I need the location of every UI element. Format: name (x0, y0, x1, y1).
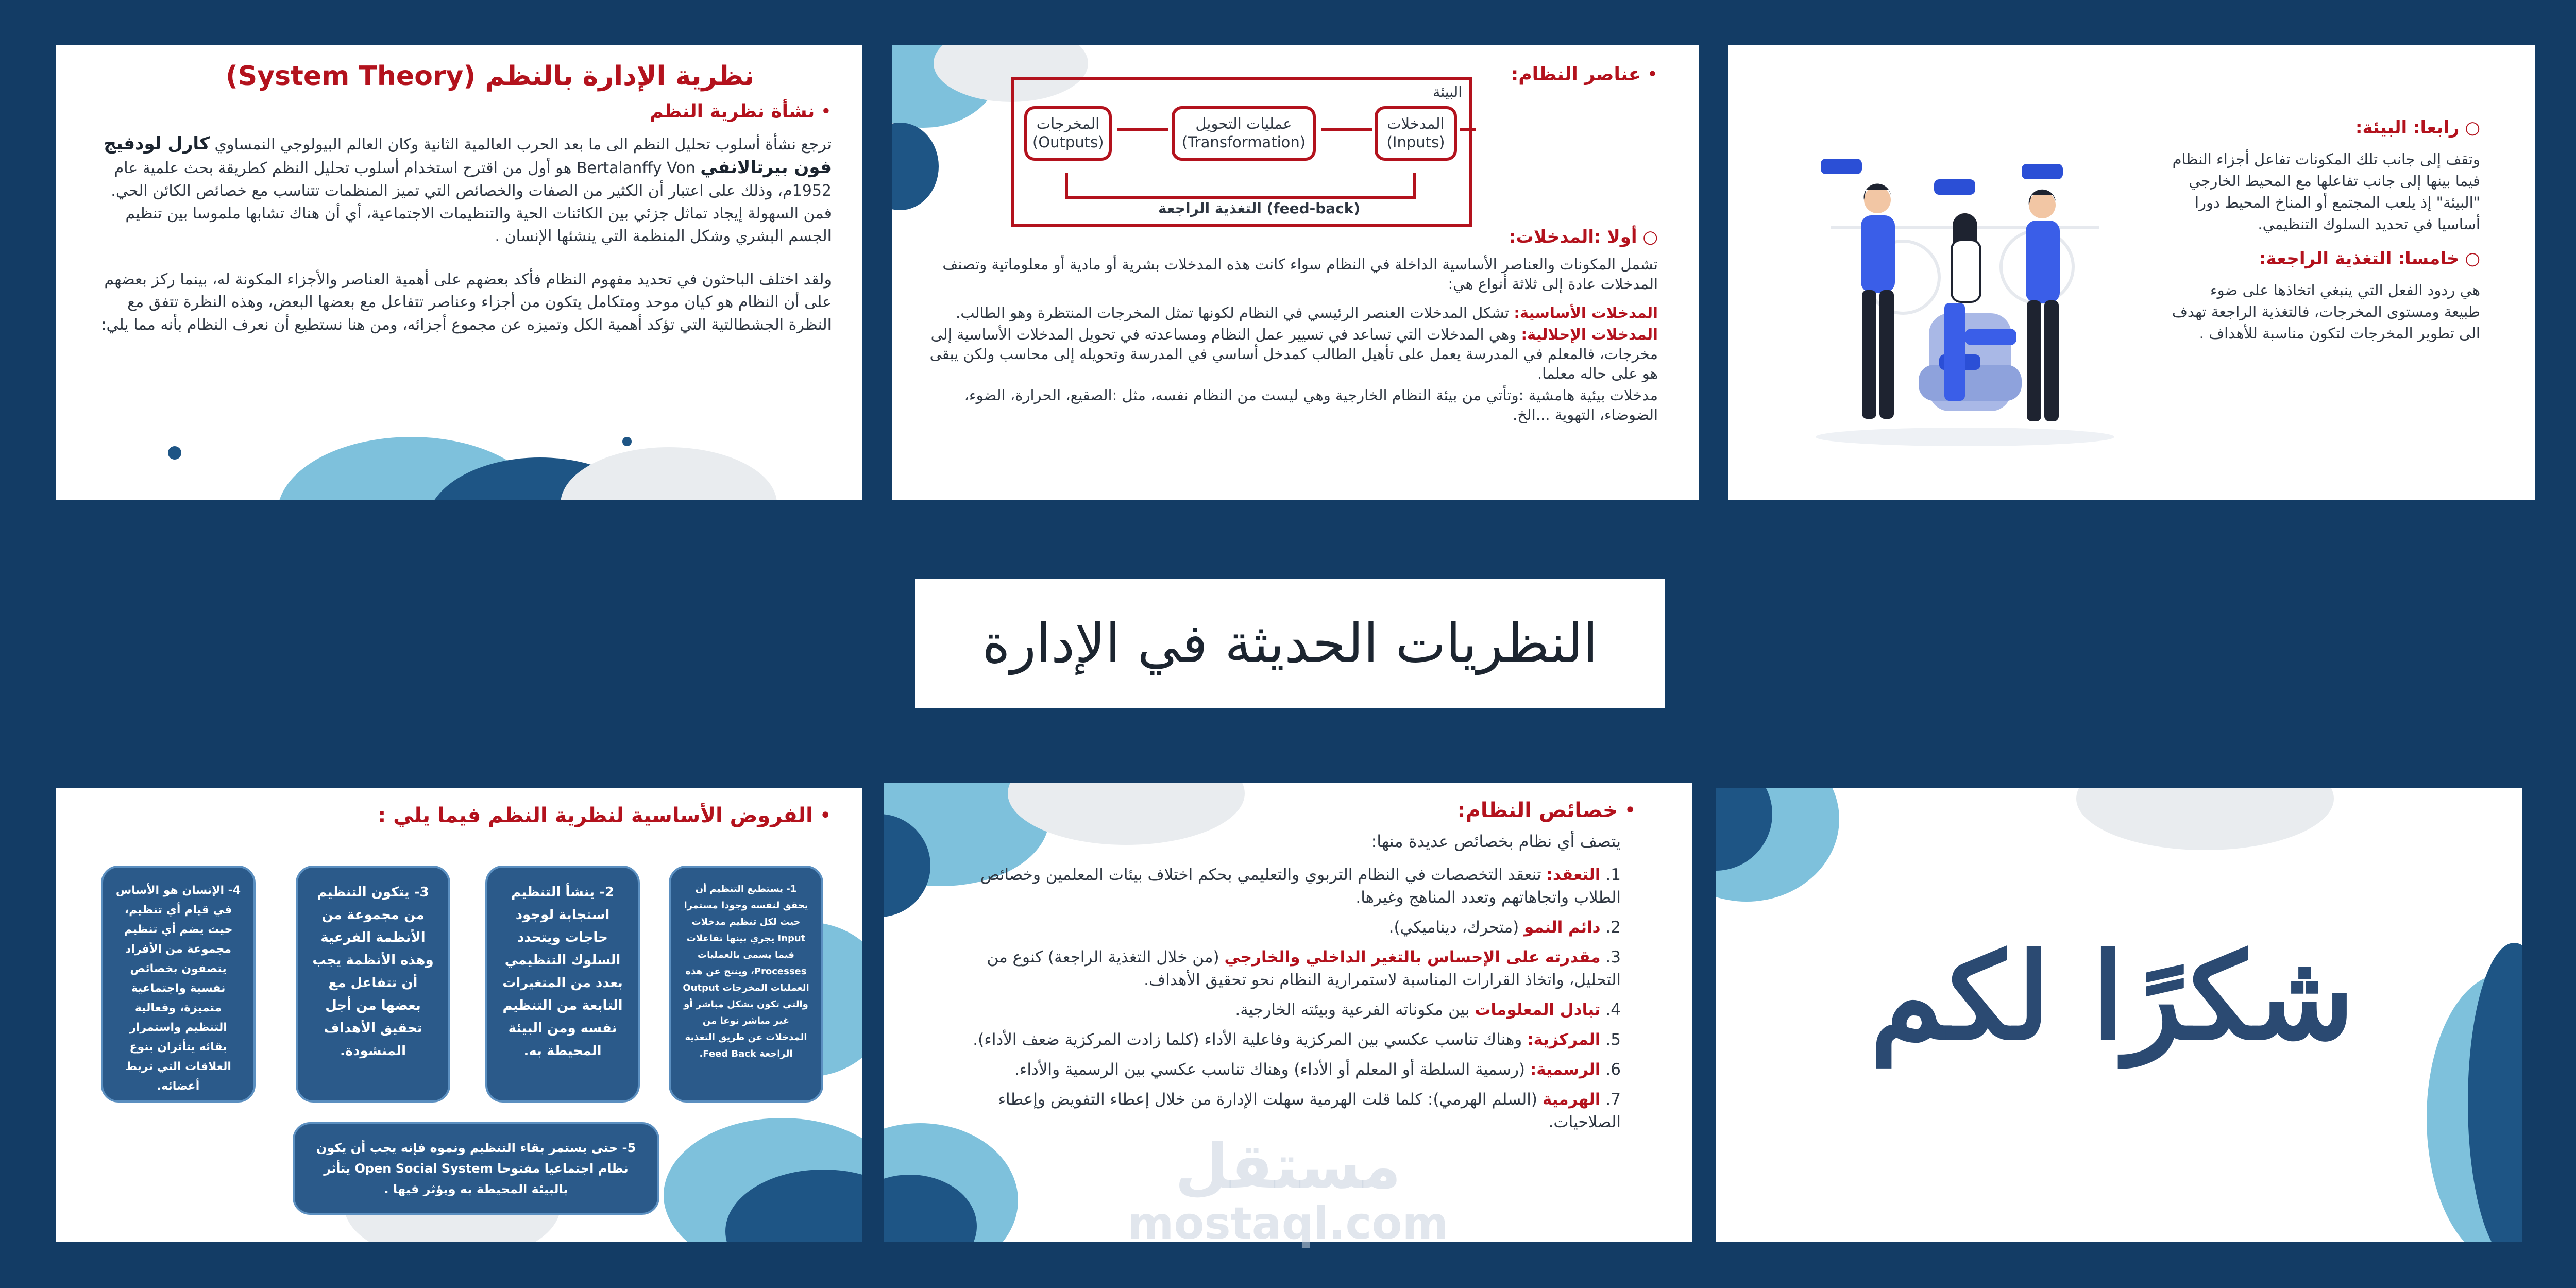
bullet-icon: • (820, 101, 832, 122)
item-key: دائم النمو (1524, 918, 1601, 937)
environment-label: البيئة (1433, 83, 1462, 100)
center-title-box (915, 579, 1665, 708)
slide-system-elements[interactable] (892, 45, 1699, 500)
term-desc: وهي المدخلات التي تساعد في تسيير عمل النظام ومساعدته في تحويل المدخلات الأساسية إلى مخرجات، فالمعلم في المدرسة يعمل على تأهيل الطالب كمدخل أساسي في المدرسة وتحويله إلى محاسب ولكن يبقى هو على حاله معلما. (929, 326, 1658, 382)
system-diagram (1011, 77, 1472, 227)
watermark (1108, 1133, 1468, 1247)
assumption-card-1: 1- يستطيع التنظيم أن يحقق لنفسه وجودا مستمرا حيث لكل تنظيم مدخلات Input يجري بينها تفاعلات فيما يسمى بالعمليات Processes، وينتج عن هذه العمليات المخرجات Output والتي تكون بشكل مباشر أو غير مباشر نوعا من المدخلات عن طريق التغذية الراجعة Feed Back. (669, 866, 823, 1103)
list-item (946, 1058, 1621, 1081)
list-item (946, 1088, 1621, 1133)
section-title: خامسا: التغذية الراجعة: (2259, 248, 2460, 269)
decor-blob (2076, 788, 2334, 850)
sub-row (923, 227, 1658, 247)
assumption-card-3: 3- يتكون التنظيم من مجموعة من الأنظمة الفرعية وهذه الأنظمة يجب أن تتفاعل مع بعضها من أجل تحقيق الأهداف المنشودة. (296, 866, 450, 1103)
circle-bullet-icon: ○ (2465, 248, 2480, 269)
input-type-3: مدخلات بيئية هامشية :وتأتي من بيئة النظام الخارجية وهي ليست من النظام نفسه، مثل :الصقيع، الحرارة، الضوء، الضوضاء، التهوية ...الخ. (964, 386, 1658, 423)
scientist-name: كارل لودفيج فون بيرتالانفي (104, 133, 832, 178)
item-key: تبادل المعلومات (1475, 1001, 1601, 1019)
arrow-icon (1460, 128, 1476, 131)
slide-title: نظرية الإدارة بالنظم (System Theory) (225, 61, 755, 92)
title-row (87, 804, 832, 827)
para-text: ترجع نشأة أسلوب تحليل النظم الى ما بعد الحرب العالمية الثانية وكان العالم البيولوجي النمساوي (214, 135, 832, 154)
arrow-icon (1321, 128, 1372, 131)
inputs-box: المدخلات (Inputs) (1375, 106, 1457, 161)
process-box: عمليات التحويل (Transformation) (1172, 106, 1316, 161)
list-item (946, 998, 1621, 1021)
paragraph: تشمل المكونات والعناصر الأساسية الداخلة في النظام سواء كانت هذه المدخلات بشرية أو مادية أو معلوماتية وتصنف المدخلات عادة إلى ثلاثة أنواع هي: (942, 256, 1658, 293)
characteristics-list (946, 863, 1621, 1133)
item-number: 4. (1605, 1001, 1621, 1019)
slide-thank-you[interactable] (1716, 788, 2522, 1242)
decor-blob (892, 123, 939, 210)
item-key: الهرمية (1542, 1090, 1601, 1109)
item-key: المركزية: (1527, 1030, 1601, 1049)
watermark-arabic: مستقل (1175, 1131, 1401, 1202)
paragraph: وتقف إلى جانب تلك المكونات تفاعل أجزاء النظام فيما بينها إلى جانب تفاعلها مع المحيط الخارجي "البيئة" إذ يلعب المجتمع أو المناخ المحيط دورا أساسيا في تحديد السلوك التنظيمي. (2172, 150, 2480, 233)
feedback-label: التغذية الراجعة (feed-back) (1158, 200, 1361, 217)
sub-title: أولا :المدخلات: (1509, 227, 1637, 247)
item-number: 1. (1605, 866, 1621, 884)
decor-dot (168, 446, 181, 460)
item-value: وهناك تناسب عكسي بين المركزية وفاعلية الأداء (كلما زادت المركزية ضعف الأداء). (973, 1030, 1528, 1049)
decor-dot (622, 437, 632, 446)
item-value: بين مكوناته الفرعية وبيئته الخارجية. (1235, 1001, 1475, 1019)
thank-you-text: شكرًا لكم (1870, 927, 2355, 1066)
item-value: (من خلال التغذية الراجعة) كنوع من التحليل، واتخاذ القرارات المناسبة لاستمرارية النظام نحو تحقيق الأهداف. (987, 948, 1621, 989)
decor-blob (561, 447, 777, 500)
circle-bullet-icon: ○ (1642, 227, 1658, 247)
list-item (946, 946, 1621, 991)
title-row (946, 799, 1636, 822)
paragraph: ولقد اختلف الباحثون في تحديد مفهوم النظام فأكد بعضهم على أهمية العناصر والأجزاء المكونة له، بينما ركز بعضهم على أن النظام هو كيان موحد ومتكامل يتكون من أجزاء وعناصر تتفاعل مع بعضها البعض، وهذه النظرة تتفق مع النظرة الجشطالتية التي تؤكد أهمية الكل وتميزه عن مجموع أجزائه، ومن هنا نستطيع أن نعرف النظام بأنه مما يلي: (101, 270, 832, 334)
team-illustration (1810, 148, 2120, 447)
env-row (2171, 117, 2480, 138)
section-title: رابعا: البيئة: (2355, 117, 2460, 138)
item-number: 2. (1605, 918, 1621, 937)
term: المدخلات الإحلالية: (1521, 326, 1658, 343)
item-key: التعقد: (1546, 866, 1601, 884)
item-value: (متحرك، ديناميكي). (1388, 918, 1524, 937)
item-number: 6. (1605, 1060, 1621, 1079)
section-title: الفروض الأساسية لنظرية النظم فيما يلي : (378, 804, 813, 827)
term: المدخلات الأساسية: (1514, 304, 1658, 321)
list-item (946, 916, 1621, 939)
input-type-1 (923, 303, 1658, 323)
people-illustration-icon (1810, 148, 2120, 447)
intro-text: يتصف أي نظام بخصائص عديدة منها: (1371, 832, 1621, 851)
watermark-latin: mostaql.com (1127, 1198, 1449, 1249)
paragraph: هي ردود الفعل التي ينبغي اتخاذها على ضوء طبيعة ومستوى المخرجات، فالتغذية الراجعة تهدف الى تطوير المخرجات لتكون مناسبة للأهداف . (2172, 281, 2480, 342)
feedback-row (2171, 248, 2480, 269)
assumption-card-2: 2- ينشأ التنظيم استجابة لوجود حاجات ويتحدد السلوك التنظيمي بعدد من المتغيرات التابعة من التنظيم نفسه ومن البيئة المحيطة به. (485, 866, 640, 1103)
main-title: النظريات الحديثة في الإدارة (982, 612, 1598, 675)
section-subtitle: نشأة نظرية النظم (650, 101, 815, 122)
assumption-card-5: 5- حتى يستمر بقاء التنظيم ونموه فإنه يجب أن يكون نظام اجتماعيا مفتوحا Open Social System يتأثر بالبيئة المحيطة به ويؤثر فيها . (293, 1122, 659, 1215)
slide-system-theory[interactable] (56, 45, 862, 500)
item-number: 5. (1605, 1030, 1621, 1049)
item-key: الرسمية: (1530, 1060, 1601, 1079)
subtitle-row (87, 101, 832, 122)
circle-bullet-icon: ○ (2465, 117, 2480, 138)
item-value: (رسمية السلطة أو المعلم أو الأداء) وهناك تناسب عكسي بين الرسمية والأداء. (1014, 1060, 1530, 1079)
arrow-icon (1117, 128, 1168, 131)
assumption-card-4: 4- الإنسان هو الأساس في قيام أي تنظيم، حيث يضم أي تنظيم مجموعة من الأفراد يتصفون بخصائص نفسية واجتماعية متميزة، وفعالية التنظيم واستمرار بقائه يتأثران بنوع العلاقات التي تربط أعضائه. (101, 866, 256, 1103)
item-number: 7. (1605, 1090, 1621, 1109)
item-key: مقدرته على الإحساس بالتغير الداخلي والخارجي (1224, 948, 1601, 967)
section-title: عناصر النظام: (1511, 64, 1641, 85)
input-type-2 (923, 325, 1658, 383)
bullet-icon: • (1624, 799, 1636, 822)
section-title: خصائص النظام: (1457, 799, 1618, 822)
list-item (946, 1028, 1621, 1051)
outputs-box: المخرجات (Outputs) (1024, 106, 1112, 161)
item-value: تنعقد التخصصات في النظام التربوي والتعليمي بحكم اختلاف بيئات المعلمين وخصائص الطلاب واتجاهاتهم وتعدد المناهج وغيرها. (980, 866, 1621, 907)
bullet-icon: • (819, 804, 832, 827)
feedback-line (1065, 173, 1416, 199)
list-item (946, 863, 1621, 909)
term-desc: تشكل المدخلات العنصر الرئيسي في النظام لكونها تمثل المخرجات المنتظرة وهو الطالب. (956, 304, 1514, 321)
item-number: 3. (1605, 948, 1621, 967)
slide-environment-feedback[interactable] (1728, 45, 2535, 500)
para-text: Bertalanffy Von هو أول من اقترح استخدام أسلوب تحليل النظم كطريقة بحث علمية عام 1952م، وذلك على اعتبار أن الكثير من الصفات والخصائص التي تميز المنظمات تتناسب مع خصائص الكائن الحي. فمن السهولة إيجاد تماثل جزئي بين الكائنات الحية والتنظيمات الاجتماعية، أي أن هناك تشابها ملموسا بين تنظيم الجسم البشري وشكل المنظمة التي ينشئها الإنسان . (111, 159, 832, 245)
item-value: (السلم الهرمي): كلما قلت الهرمية سهلت الإدارة من خلال إعطاء التفويض وإعطاء الصلاحيات. (998, 1090, 1621, 1131)
paragraph (87, 132, 832, 248)
bullet-icon: • (1647, 64, 1658, 85)
slide-assumptions[interactable] (56, 788, 862, 1242)
